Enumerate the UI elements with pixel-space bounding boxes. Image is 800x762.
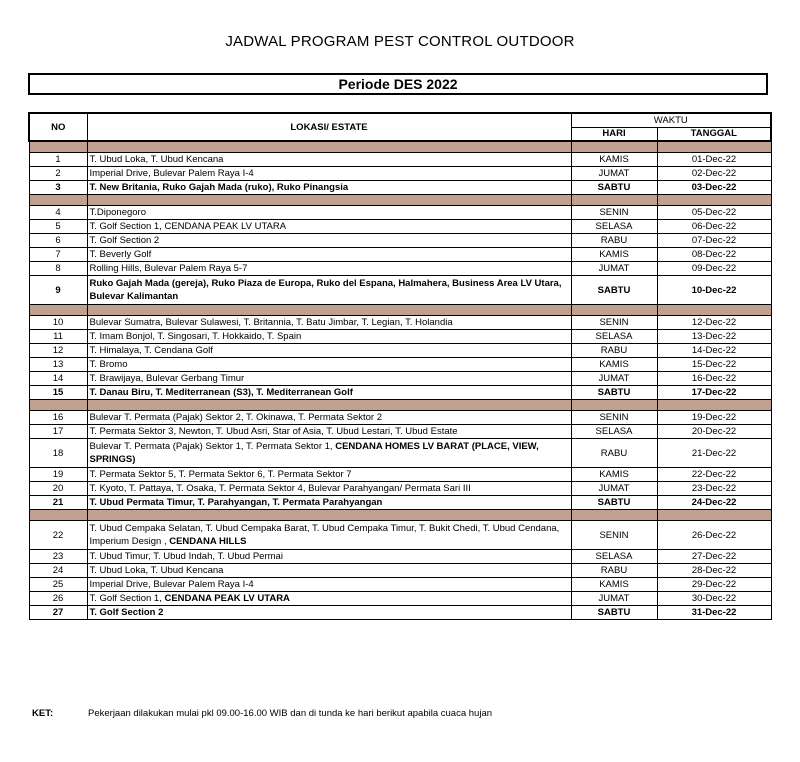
row-day: SENIN <box>571 316 657 330</box>
row-number: 4 <box>29 206 87 220</box>
row-location <box>87 496 571 510</box>
table-row <box>29 167 771 181</box>
row-date: 23-Dec-22 <box>657 482 771 496</box>
row-day: RABU <box>571 439 657 468</box>
row-number: 8 <box>29 262 87 276</box>
row-date: 29-Dec-22 <box>657 578 771 592</box>
row-number: 5 <box>29 220 87 234</box>
location-text: Ruko Gajah Mada (gereja), Ruko Piaza de Europa, Ruko del Espana, Halmahera, Business Area LV Utara, Bulevar Kalimantan <box>89 278 562 302</box>
table-row <box>29 592 771 606</box>
row-number: 9 <box>29 276 87 305</box>
row-number: 15 <box>29 386 87 400</box>
footnote-text: Pekerjaan dilakukan mulai pkl 09.00-16.00 WIB dan di tunda ke hari berikut apabila cuaca hujan <box>88 708 493 719</box>
week-separator-row <box>29 305 771 316</box>
separator-cell <box>29 510 87 521</box>
row-location <box>87 276 571 305</box>
row-date: 22-Dec-22 <box>657 468 771 482</box>
row-number: 20 <box>29 482 87 496</box>
table-row <box>29 496 771 510</box>
row-day: SENIN <box>571 206 657 220</box>
document-title: JADWAL PROGRAM PEST CONTROL OUTDOOR <box>225 33 575 50</box>
row-location <box>87 564 571 578</box>
location-text: T. Permata Sektor 3, Newton, T. Ubud Asri, Star of Asia, T. Ubud Lestari, T. Ubud Estate <box>89 426 458 437</box>
row-date: 24-Dec-22 <box>657 496 771 510</box>
location-text: Bulevar T. Permata (Pajak) Sektor 1, T. Permata Sektor 1, <box>89 441 336 452</box>
table-row <box>29 316 771 330</box>
location-text: T. Danau Biru, T. Mediterranean (S3), T. Mediterranean Golf <box>89 387 353 398</box>
row-day: KAMIS <box>571 358 657 372</box>
row-location <box>87 439 571 468</box>
row-day: KAMIS <box>571 468 657 482</box>
row-date: 30-Dec-22 <box>657 592 771 606</box>
location-text: T. New Britania, Ruko Gajah Mada (ruko), Ruko Pinangsia <box>89 182 349 193</box>
period-banner: Periode DES 2022 <box>28 73 768 95</box>
row-date: 13-Dec-22 <box>657 330 771 344</box>
separator-cell <box>657 510 771 521</box>
separator-cell <box>571 400 657 411</box>
header-hari: HARI <box>571 127 657 141</box>
location-text: T. Ubud Loka, T. Ubud Kencana <box>89 154 224 165</box>
table-row <box>29 439 771 468</box>
row-date: 14-Dec-22 <box>657 344 771 358</box>
row-day: RABU <box>571 564 657 578</box>
table-row <box>29 248 771 262</box>
row-location <box>87 206 571 220</box>
row-number: 2 <box>29 167 87 181</box>
table-row <box>29 468 771 482</box>
row-number: 10 <box>29 316 87 330</box>
table-row <box>29 153 771 167</box>
table-row <box>29 425 771 439</box>
separator-cell <box>657 305 771 316</box>
table-row <box>29 606 771 620</box>
row-day: RABU <box>571 344 657 358</box>
location-text: T. Permata Sektor 5, T. Permata Sektor 6, T. Permata Sektor 7 <box>89 469 352 480</box>
location-text: T. Golf Section 2 <box>89 607 164 618</box>
week-separator-row <box>29 141 771 153</box>
location-text: Imperial Drive, Bulevar Palem Raya I-4 <box>89 579 254 590</box>
separator-cell <box>571 305 657 316</box>
separator-cell <box>87 400 571 411</box>
row-day: SABTU <box>571 496 657 510</box>
separator-cell <box>87 141 571 153</box>
row-day: JUMAT <box>571 167 657 181</box>
header-waktu: WAKTU <box>571 113 771 127</box>
table-row <box>29 578 771 592</box>
location-text: T. Golf Section 2 <box>89 235 160 246</box>
row-location <box>87 248 571 262</box>
table-row <box>29 220 771 234</box>
row-number: 21 <box>29 496 87 510</box>
row-date: 31-Dec-22 <box>657 606 771 620</box>
row-number: 1 <box>29 153 87 167</box>
row-number: 16 <box>29 411 87 425</box>
row-day: SABTU <box>571 276 657 305</box>
separator-cell <box>571 510 657 521</box>
row-number: 27 <box>29 606 87 620</box>
header-tanggal: TANGGAL <box>657 127 771 141</box>
row-location <box>87 592 571 606</box>
table-row <box>29 386 771 400</box>
table-row <box>29 181 771 195</box>
row-location <box>87 344 571 358</box>
separator-cell <box>29 400 87 411</box>
location-text: T. Bromo <box>89 359 128 370</box>
row-day: SELASA <box>571 425 657 439</box>
location-text-bold: CENDANA HILLS <box>169 536 247 547</box>
row-location <box>87 153 571 167</box>
row-day: JUMAT <box>571 372 657 386</box>
row-location <box>87 358 571 372</box>
row-day: SABTU <box>571 606 657 620</box>
row-location <box>87 220 571 234</box>
location-text: T. Ubud Loka, T. Ubud Kencana <box>89 565 224 576</box>
separator-cell <box>571 141 657 153</box>
header-lokasi: LOKASI/ ESTATE <box>87 113 571 141</box>
table-row <box>29 521 771 550</box>
row-location <box>87 330 571 344</box>
row-date: 10-Dec-22 <box>657 276 771 305</box>
row-location <box>87 606 571 620</box>
week-separator-row <box>29 400 771 411</box>
row-number: 24 <box>29 564 87 578</box>
separator-cell <box>657 141 771 153</box>
table-row <box>29 330 771 344</box>
location-text-bold: CENDANA PEAK LV UTARA <box>164 593 290 604</box>
table-row <box>29 358 771 372</box>
row-day: SABTU <box>571 181 657 195</box>
separator-cell <box>87 195 571 206</box>
separator-cell <box>571 195 657 206</box>
location-text: Bulevar Sumatra, Bulevar Sulawesi, T. Britannia, T. Batu Jimbar, T. Legian, T. Holandia <box>89 317 453 328</box>
location-text: T. Golf Section 1, CENDANA PEAK LV UTARA <box>89 221 287 232</box>
row-number: 6 <box>29 234 87 248</box>
row-date: 06-Dec-22 <box>657 220 771 234</box>
row-number: 3 <box>29 181 87 195</box>
row-location <box>87 468 571 482</box>
table-row <box>29 234 771 248</box>
location-text: T. Ubud Cempaka Selatan, T. Ubud Cempaka Barat, T. Ubud Cempaka Timur, T. Bukit Chedi, T. Ubud Cendana, Imperium Design , <box>89 523 560 547</box>
location-text: T. Beverly Golf <box>89 249 152 260</box>
row-number: 17 <box>29 425 87 439</box>
row-number: 26 <box>29 592 87 606</box>
row-date: 28-Dec-22 <box>657 564 771 578</box>
location-text: T. Kyoto, T. Pattaya, T. Osaka, T. Permata Sektor 4, Bulevar Parahyangan/ Permata Sari III <box>89 483 471 494</box>
row-location <box>87 386 571 400</box>
row-day: KAMIS <box>571 578 657 592</box>
row-date: 09-Dec-22 <box>657 262 771 276</box>
separator-cell <box>29 305 87 316</box>
separator-cell <box>87 510 571 521</box>
table-header <box>29 113 771 141</box>
table-row <box>29 276 771 305</box>
row-number: 13 <box>29 358 87 372</box>
row-date: 05-Dec-22 <box>657 206 771 220</box>
table-row <box>29 564 771 578</box>
table-row <box>29 550 771 564</box>
row-date: 03-Dec-22 <box>657 181 771 195</box>
location-text: Rolling Hills, Bulevar Palem Raya 5-7 <box>89 263 248 274</box>
location-text: T. Himalaya, T. Cendana Golf <box>89 345 213 356</box>
table-row <box>29 344 771 358</box>
row-day: SENIN <box>571 411 657 425</box>
location-text-bold: CENDANA HOMES LV BARAT (PLACE, VIEW, SPRINGS) <box>89 441 539 465</box>
row-location <box>87 425 571 439</box>
row-number: 12 <box>29 344 87 358</box>
location-text: T. Ubud Timur, T. Ubud Indah, T. Ubud Permai <box>89 551 283 562</box>
row-number: 22 <box>29 521 87 550</box>
week-separator-row <box>29 510 771 521</box>
row-location <box>87 578 571 592</box>
row-date: 01-Dec-22 <box>657 153 771 167</box>
row-number: 18 <box>29 439 87 468</box>
row-location <box>87 234 571 248</box>
row-number: 25 <box>29 578 87 592</box>
row-location <box>87 316 571 330</box>
separator-cell <box>29 141 87 153</box>
row-date: 17-Dec-22 <box>657 386 771 400</box>
row-date: 07-Dec-22 <box>657 234 771 248</box>
separator-cell <box>657 400 771 411</box>
row-date: 08-Dec-22 <box>657 248 771 262</box>
location-text: T. Golf Section 1, <box>89 593 165 604</box>
table-row <box>29 372 771 386</box>
row-date: 12-Dec-22 <box>657 316 771 330</box>
row-number: 14 <box>29 372 87 386</box>
separator-cell <box>87 305 571 316</box>
row-day: KAMIS <box>571 248 657 262</box>
row-date: 20-Dec-22 <box>657 425 771 439</box>
location-text: T. Ubud Permata Timur, T. Parahyangan, T. Permata Parahyangan <box>89 497 383 508</box>
separator-cell <box>29 195 87 206</box>
row-date: 15-Dec-22 <box>657 358 771 372</box>
row-number: 19 <box>29 468 87 482</box>
location-text: T. Imam Bonjol, T. Singosari, T. Hokkaido, T. Spain <box>89 331 302 342</box>
row-number: 11 <box>29 330 87 344</box>
row-day: SELASA <box>571 220 657 234</box>
row-day: SELASA <box>571 330 657 344</box>
table-row <box>29 482 771 496</box>
schedule-table <box>28 112 772 620</box>
row-location <box>87 181 571 195</box>
separator-cell <box>657 195 771 206</box>
row-day: SABTU <box>571 386 657 400</box>
row-number: 7 <box>29 248 87 262</box>
row-date: 16-Dec-22 <box>657 372 771 386</box>
week-separator-row <box>29 195 771 206</box>
row-date: 21-Dec-22 <box>657 439 771 468</box>
table-row <box>29 262 771 276</box>
row-location <box>87 521 571 550</box>
row-day: JUMAT <box>571 262 657 276</box>
row-location <box>87 167 571 181</box>
header-no: NO <box>29 113 87 141</box>
row-location <box>87 372 571 386</box>
row-date: 19-Dec-22 <box>657 411 771 425</box>
location-text: T. Brawijaya, Bulevar Gerbang Timur <box>89 373 245 384</box>
row-location <box>87 550 571 564</box>
location-text: T.Diponegoro <box>89 207 147 218</box>
row-date: 27-Dec-22 <box>657 550 771 564</box>
location-text: Imperial Drive, Bulevar Palem Raya I-4 <box>89 168 254 179</box>
row-day: KAMIS <box>571 153 657 167</box>
row-location <box>87 482 571 496</box>
footnote-label: KET: <box>32 708 54 719</box>
row-day: SELASA <box>571 550 657 564</box>
row-number: 23 <box>29 550 87 564</box>
row-day: SENIN <box>571 521 657 550</box>
row-day: RABU <box>571 234 657 248</box>
row-date: 02-Dec-22 <box>657 167 771 181</box>
location-text: Bulevar T. Permata (Pajak) Sektor 2, T. Okinawa, T. Permata Sektor 2 <box>89 412 383 423</box>
row-day: JUMAT <box>571 592 657 606</box>
row-day: JUMAT <box>571 482 657 496</box>
row-location <box>87 262 571 276</box>
table-row <box>29 206 771 220</box>
table-row <box>29 411 771 425</box>
row-location <box>87 411 571 425</box>
row-date: 26-Dec-22 <box>657 521 771 550</box>
table-body <box>29 141 771 620</box>
